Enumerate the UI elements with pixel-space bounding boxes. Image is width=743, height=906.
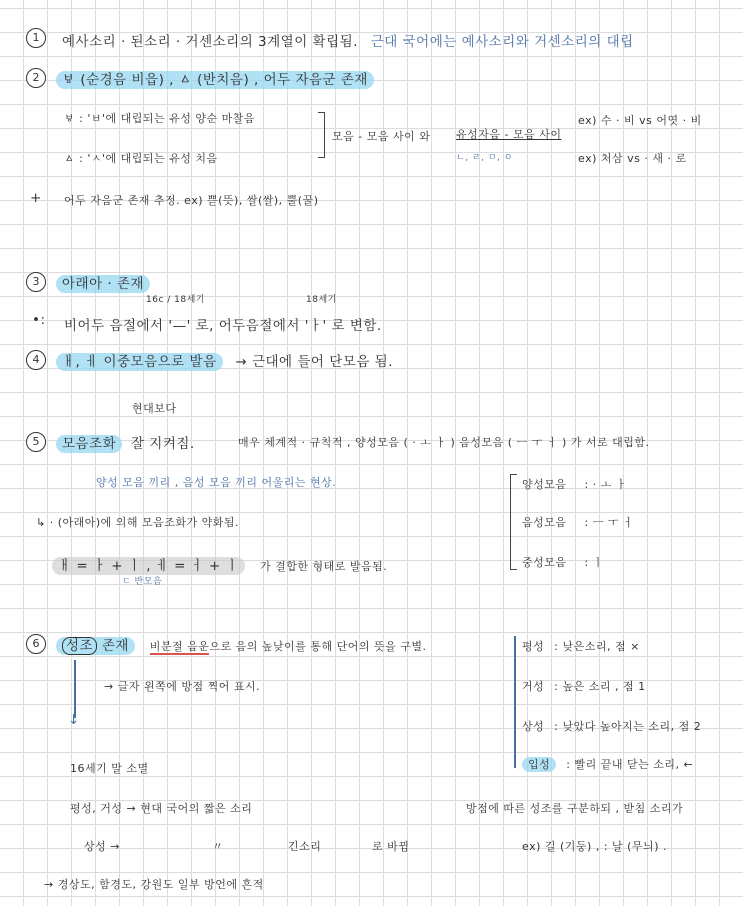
section-6-ss-d: 로 바뀜 <box>372 840 410 853</box>
vowel-label-1: 양성모음 <box>522 478 567 491</box>
vowel-label-2: 음성모음 <box>522 516 567 529</box>
vowel-label-3: 중성모음 <box>522 556 567 569</box>
section-2-z-line: ㅿ : 'ㅅ'에 대립되는 유성 치음 <box>64 152 218 165</box>
section-4-title-highlight: ㅐ, ㅔ 이중모음으로 발음 <box>56 353 223 371</box>
section-2-bracket <box>318 112 325 158</box>
section-2-plus-text: 어두 자음군 존재 추정. ex) 쁟(뜻), 쌀(쌀), 뿔(꿀) <box>64 194 319 207</box>
section-5-weak: ↳ · (아래아)에 의해 모음조화가 약화됨. <box>36 516 240 529</box>
section-5-number: 5 <box>26 432 46 452</box>
vowel-value-2: : ㅡ ㅜ ㅓ <box>584 516 635 529</box>
tone-value-2: : 높은 소리 , 점 1 <box>554 680 646 693</box>
section-6-title-b: 존재 <box>101 638 129 654</box>
section-3-dot-text: 비어두 음절에서 '—' 로, 어두음절에서 'ㅏ' 로 변함. <box>64 318 382 334</box>
section-2-title <box>56 68 374 88</box>
tone-value-3: : 낮았다 높아지는 소리, 점 2 <box>554 720 702 733</box>
section-6-ss-b: 〃 <box>212 840 224 853</box>
section-5-sub: 양성 모음 끼리 , 음성 모음 끼리 어울리는 현상. <box>96 476 337 489</box>
section-5-vowel-bracket <box>510 474 517 570</box>
section-6-end: 16세기 말 소멸 <box>70 762 149 775</box>
tone-label-4: 입성 <box>522 757 556 772</box>
section-6-title-a: 성조 <box>62 637 97 655</box>
section-5-title-highlight: 모음조화 <box>56 435 122 453</box>
section-6-title <box>56 634 427 654</box>
section-5-title <box>56 432 195 452</box>
vowel-row-3 <box>522 554 604 570</box>
vowel-row-1 <box>522 476 627 492</box>
tone-value-1: : 낮은소리, 점 × <box>554 640 640 653</box>
section-5-formula-rest: 가 결합한 형태로 발음됨. <box>260 560 388 573</box>
tone-row-3 <box>522 718 701 734</box>
section-3-note-b: 18세기 <box>306 295 337 305</box>
section-2-plus-label: + <box>30 190 42 206</box>
section-5-above: 현대보다 <box>132 402 177 415</box>
section-6-title-red: 비분절 음운 <box>149 640 210 653</box>
section-1-main: 예사소리 · 된소리 · 거센소리의 3계열이 확립됨. <box>62 34 358 50</box>
section-5-formula-sub: ㄷ 반모음 <box>122 577 163 587</box>
section-6-ss-a: 상성 → <box>84 840 120 853</box>
section-6-down-arrow <box>74 660 76 718</box>
section-4-number: 4 <box>26 350 46 370</box>
section-5-desc: 매우 체계적 · 규칙적 , 양성모음 ( · ㅗ ㅏ ) 음성모음 ( ㅡ ㅜ ㅓ ) 가 서로 대립함. <box>238 436 650 449</box>
section-2-env: 모음 - 모음 사이 와 <box>332 130 431 143</box>
section-2-env2-sub: ㄴ, ㄹ, ㅁ, ㅇ <box>456 153 513 163</box>
tone-row-2 <box>522 678 646 694</box>
section-1-number: 1 <box>26 28 46 48</box>
tone-vertical-line <box>514 636 516 768</box>
tone-value-4: : 빨리 끝내 닫는 소리, ← <box>566 758 694 771</box>
section-6-down-arrowhead: ↓ <box>68 712 80 728</box>
section-3-number: 3 <box>26 272 46 292</box>
tone-label-3: 상성 <box>522 720 545 733</box>
section-3-note-a: 16c / 18세기 <box>146 295 205 305</box>
section-2-example-1: ex) 수 · 비 vs 어엿 · 비 <box>578 114 702 127</box>
section-3-title <box>56 272 150 292</box>
section-6-right-example: ex) 길 (기둥) , : 날 (무늬) . <box>522 840 667 853</box>
section-6-pg: 평성, 거성 → 현대 국어의 짧은 소리 <box>70 802 253 815</box>
tone-label-2: 거성 <box>522 680 545 693</box>
section-6-right-note: 방점에 따른 성조를 구분하되 , 받침 소리가 <box>466 802 684 815</box>
section-3-bullet: •: <box>32 312 46 328</box>
section-6-last: → 경상도, 함경도, 강원도 일부 방언에 흔적 <box>44 878 264 891</box>
section-5-formula-highlight: ㅐ = ㅏ + ㅣ , ㅔ = ㅓ + ㅣ <box>52 557 245 575</box>
vowel-value-1: : · ㅗ ㅏ <box>584 478 627 491</box>
section-5-formula <box>52 554 387 574</box>
section-2-b-line: ㅸ : 'ㅂ'에 대립되는 유성 양순 마찰음 <box>64 112 255 125</box>
section-6-title-rest: 으로 음의 높낮이를 통해 단어의 뜻을 구별. <box>209 640 427 653</box>
section-1-text <box>62 30 634 50</box>
section-6-arrow-text: → 글자 왼쪽에 방점 찍어 표시. <box>104 680 261 693</box>
section-4-arrow-text: → 근대에 들어 단모음 됨. <box>235 354 394 370</box>
section-6-title-highlight <box>56 637 135 655</box>
section-4-title <box>56 350 393 370</box>
section-6-ss-c: 긴소리 <box>288 840 322 853</box>
tone-row-1 <box>522 638 640 654</box>
section-2-title-highlight: ㅸ (순경음 비읍) , ㅿ (반치음) , 어두 자음군 존재 <box>56 71 374 89</box>
vowel-row-2 <box>522 514 634 530</box>
tone-row-4 <box>522 756 693 772</box>
vowel-value-3: : ㅣ <box>584 556 604 569</box>
section-3-title-highlight: 아래아 · 존재 <box>56 275 150 293</box>
tone-label-1: 평성 <box>522 640 545 653</box>
section-1-note: 근대 국어에는 예사소리와 거센소리의 대립 <box>370 34 634 50</box>
section-2-number: 2 <box>26 68 46 88</box>
section-5-title-rest: 잘 지켜짐. <box>130 436 195 452</box>
section-2-env2: 유성자음 - 모음 사이 <box>456 128 562 141</box>
section-2-example-2: ex) 처삼 vs · 새 · 로 <box>578 152 687 165</box>
section-6-number: 6 <box>26 634 46 654</box>
